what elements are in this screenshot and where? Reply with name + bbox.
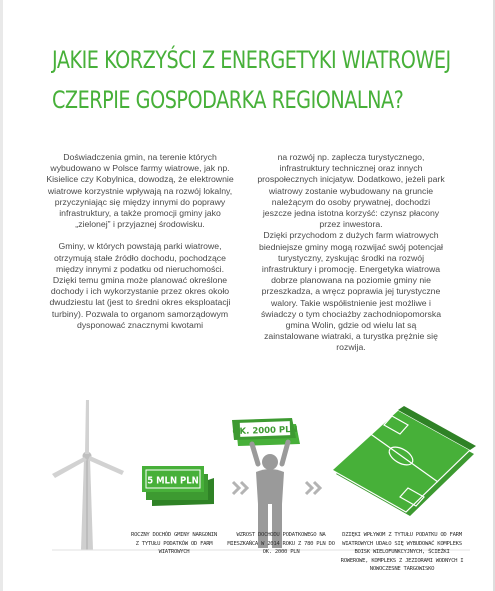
right-paragraph-2: Dzięki przychodom z dużych farm wiatrowych biedniejsze gminy mogą rozwijać swój potencjał turystyczny, zyskując środki na rozwój infrastruktury i promocję. Energetyka wiatrowa dobrze planowana na poziomie gminy nie przeszkadza, a wręcz poprawia jej turystyczne walory. Takie współistnienie jest możliwe i świadczy o tym chociażby zachodniopomorska gmina Wolin, gdzie od wielu lat są zainstalowane wiatraki, a turystka prężnie się rozwija. xyxy=(259,230,443,353)
caption-income-growth: WZROST DOCHODU PODATKOWEGO NA MIESZKAŃCA W 2014 ROKU Z 780 PLN DO OK. 2000 PLN xyxy=(227,532,335,556)
caption-investments: DZIĘKI WPŁYWOM Z TYTUŁU PODATKU OD FARM WIATROWYCH UDAŁO SIĘ WYBUDOWAĆ KOMPLEKS BOISK WIELOFUNKCYJNYCH, ŚCIEŻKI ROWEROWE, KOMPLEKS Z JEZIORAMI WODNYCH I NOWOCZESNE TARGOWISKO xyxy=(340,532,464,573)
title-line-1: JAKIE KORZYŚCI Z ENERGETYKI WIATROWEJ xyxy=(52,46,451,74)
football-pitch-icon xyxy=(332,406,476,516)
left-text-column xyxy=(46,152,234,342)
caption-tax-income: ROCZNY DOCHÓD GMINY NARGONIN Z TYTUŁU PODATKÓW OD FARM WIATROWYCH xyxy=(131,532,217,556)
chevron-right-icon xyxy=(306,482,320,494)
chevron-right-icon xyxy=(233,482,247,494)
sign-label: OK. 2000 PLN xyxy=(232,424,298,438)
title-line-2: CZERPIE GOSPODARKA REGIONALNA? xyxy=(52,86,404,114)
left-paragraph-2: Gminy, w których powstają parki wiatrowe, otrzymują stałe źródło dochodu, pochodzące między innymi z podatku od nieruchomości. Dzięki temu gmina może planować określone dochody i ich wykorzystanie przez okres około dwudziestu lat (jest to średni okres eksploatacji turbiny). Pozwala to organom samorządowym dysponować znacznymi kwotami xyxy=(49,241,231,330)
right-paragraph-1: na rozwój np. zaplecza turystycznego, infrastruktury technicznej oraz innych prospołecznych inicjatyw. Dodatkowo, jeżeli park wiatrowy zostanie wybudowany na gruncie należącym do osoby prywatnej, dochodzi jeszcze jedna istotna korzyść: czynsz płacony przez inwestora. xyxy=(257,152,445,230)
left-paragraph-1: Doświadczenia gmin, na terenie których wybudowano w Polsce farmy wiatrowe, jak np. Kisielice czy Kobylnica, dowodzą, że elektrownie wiatrowe korzystnie wpływają na rozwój lokalny, przyczyniając się między innymi do poprawy infrastruktury, a także promocji gminy jako „zielonej” i przyjaznej środowisku. xyxy=(46,152,234,230)
right-text-column xyxy=(257,152,445,365)
page-title xyxy=(52,40,451,120)
money-stack-icon xyxy=(142,466,214,506)
wind-turbine-icon xyxy=(52,400,124,550)
money-stack-label: 5 MLN PLN xyxy=(147,474,199,487)
